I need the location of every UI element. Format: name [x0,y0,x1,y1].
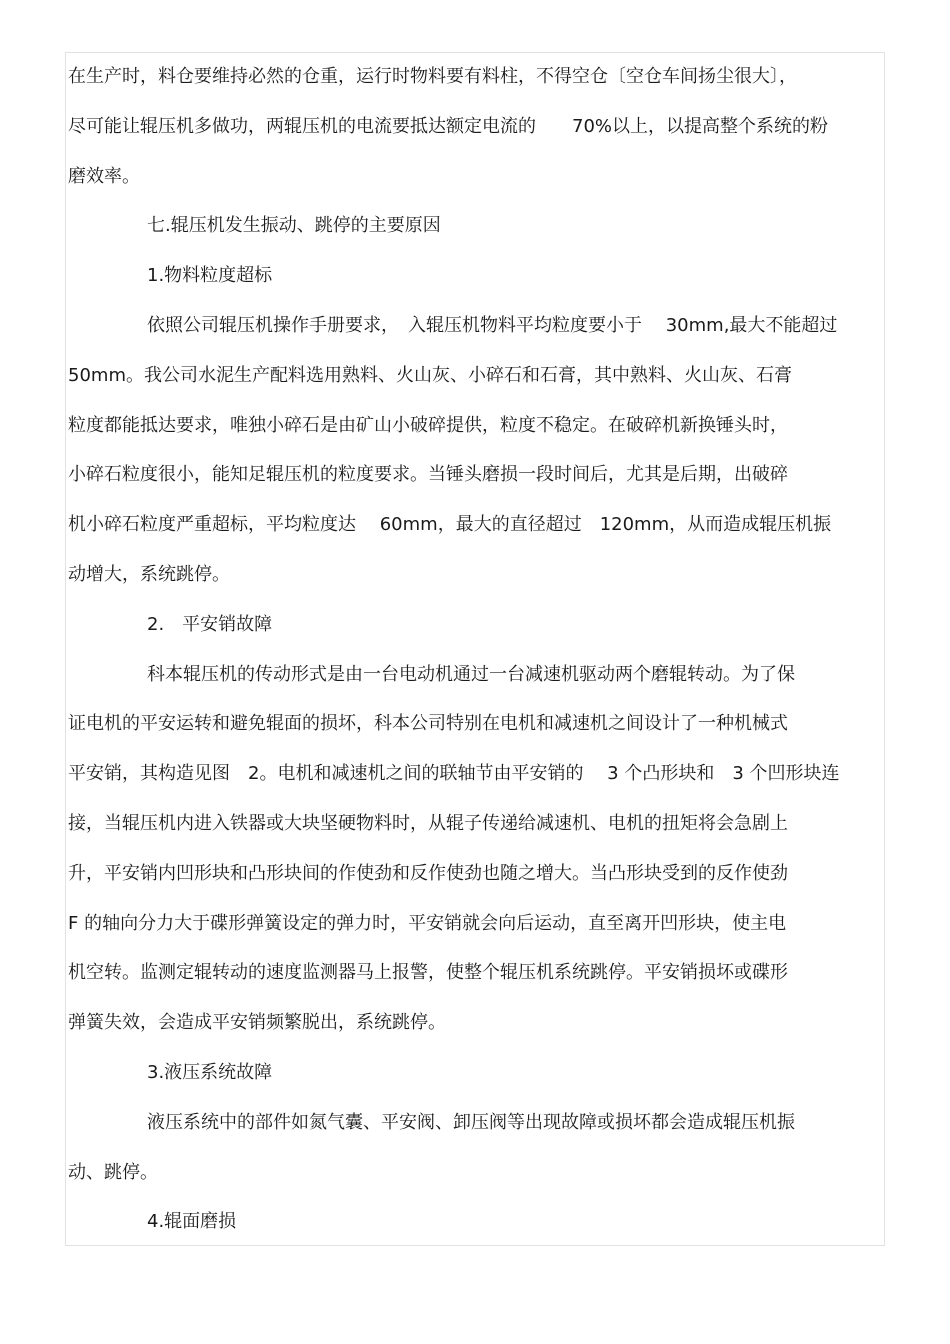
text-line: 平安销，其构造见图 2。电机和减速机之间的联轴节由平安销的 3 个凸形块和 3 个凹形块连 [68,763,840,785]
subsection-heading: 1.物料粒度超标 [147,265,273,287]
text-line: 机小碎石粒度严重超标，平均粒度达 60mm，最大的直径超过 120mm，从而造成辊压机振 [68,514,832,536]
text-line: 粒度都能抵达要求，唯独小碎石是由矿山小破碎提供，粒度不稳定。在破碎机新换锤头时， [68,414,788,436]
text-line: 在生产时，料仓要维持必然的仓重，运行时物料要有料柱，不得空仓〔空仓车间扬尘很大〕， [68,66,797,87]
section-heading: 七.辊压机发生振动、跳停的主要原因 [147,215,441,237]
subsection-heading: 3.液压系统故障 [147,1061,273,1083]
document-body [68,52,880,1247]
text-line: 接，当辊压机内进入铁器或大块坚硬物料时，从辊子传递给减速机、电机的扭矩将会急剧上 [68,812,788,834]
text-line: 弹簧失效，会造成平安销频繁脱出，系统跳停。 [68,1012,446,1034]
text-line: 50mm。我公司水泥生产配料选用熟料、火山灰、小碎石和石膏，其中熟料、火山灰、石膏 [68,364,792,386]
text-line: 小碎石粒度很小，能知足辊压机的粒度要求。当锤头磨损一段时间后，尤其是后期，出破碎 [68,464,788,486]
text-line: 科本辊压机的传动形式是由一台电动机通过一台减速机驱动两个磨辊转动。为了保 [147,663,795,685]
subsection-heading: 4.辊面磨损 [147,1211,237,1233]
text-line: 升，平安销内凹形块和凸形块间的作使劲和反作使劲也随之增大。当凸形块受到的反作使劲 [68,862,788,884]
text-line: 磨效率。 [68,165,140,187]
text-line: 尽可能让辊压机多做功，两辊压机的电流要抵达额定电流的 70%以上，以提高整个系统的粉 [68,115,829,137]
text-line: 动、跳停。 [68,1161,158,1183]
text-line: 机空转。监测定辊转动的速度监测器马上报警，使整个辊压机系统跳停。平安销损坏或碟形 [68,962,788,984]
text-line: 依照公司辊压机操作手册要求， 入辊压机物料平均粒度要小于 30mm,最大不能超过 [147,314,838,336]
text-line: F 的轴向分力大于碟形弹簧设定的弹力时，平安销就会向后运动，直至离开凹形块，使主电 [68,912,787,934]
text-line: 动增大，系统跳停。 [68,563,230,585]
text-line: 证电机的平安运转和避免辊面的损坏，科本公司特别在电机和减速机之间设计了一种机械式 [68,713,788,735]
text-line: 液压系统中的部件如氮气囊、平安阀、卸压阀等出现故障或损坏都会造成辊压机振 [147,1111,795,1133]
subsection-heading: 2. 平安销故障 [147,613,273,635]
